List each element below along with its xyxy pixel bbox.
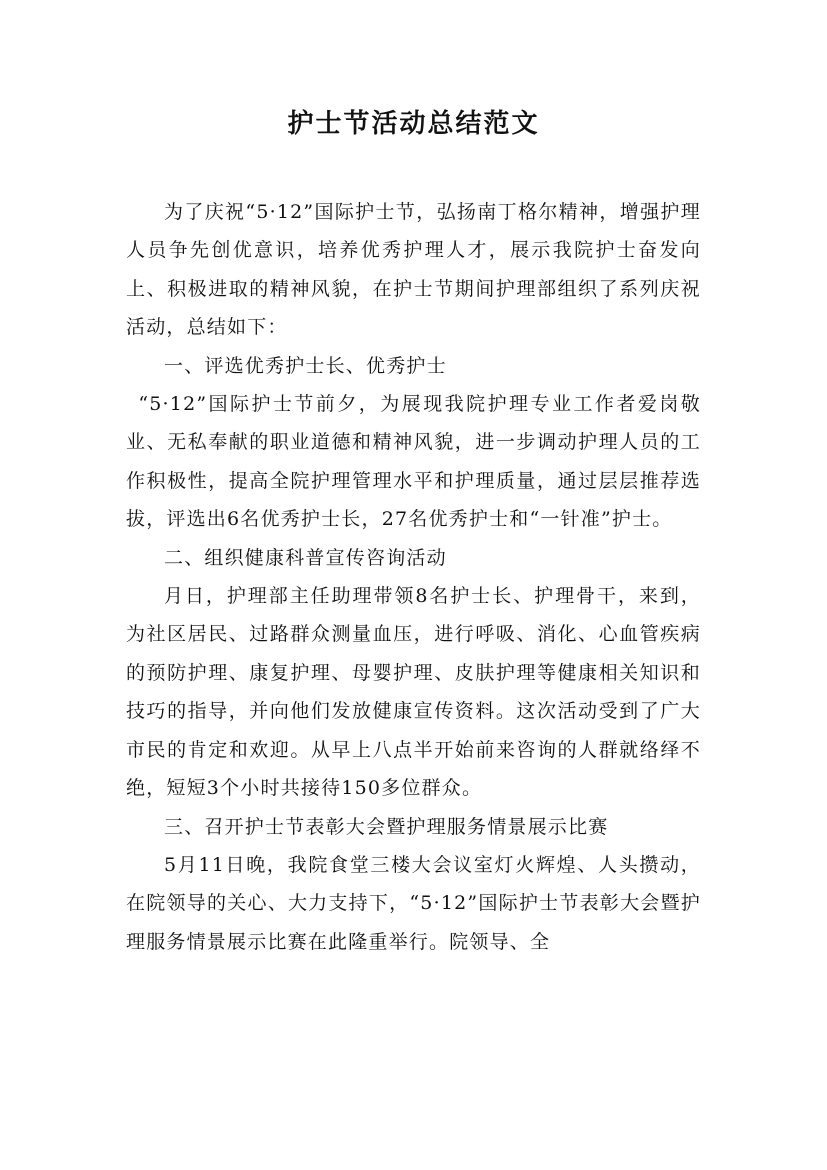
section-2-paragraph: 月日，护理部主任助理带领8名护士长、护理骨干，来到，为社区居民、过路群众测量血压，进行呼吸、消化、心血管疾病的预防护理、康复护理、母婴护理、皮肤护理等健康相关知识和技巧的指导，并向他们发放健康宣传资料。这次活动受到了广大市民的肯定和欢迎。从早上八点半开始前来咨询的人群就络绎不绝，短短3个小时共接待150多位群众。 [126, 585, 701, 800]
section-heading-2: 二、组织健康科普宣传咨询活动 [164, 546, 447, 569]
document-page [126, 0, 701, 1170]
intro-paragraph: 为了庆祝“5·12”国际护士节，弘扬南丁格尔精神，增强护理人员争先创优意识，培养优秀护理人才，展示我院护士奋发向上、积极进取的精神风貌，在护士节期间护理部组织了系列庆祝活动，总结如下： [126, 201, 701, 339]
document-title: 护士节活动总结范文 [287, 109, 540, 139]
section-heading-3: 三、召开护士节表彰大会暨护理服务情景展示比赛 [164, 815, 609, 838]
section-1-paragraph: “5·12”国际护士节前夕，为展现我院护理专业工作者爱岗敬业、无私奉献的职业道德和精神风貌，进一步调动护理人员的工作积极性，提高全院护理管理水平和护理质量，通过层层推荐选拔，评选出6名优秀护士长，27名优秀护士和“一针准”护士。 [126, 393, 701, 531]
document-body [126, 193, 701, 961]
section-3-paragraph: 5月11日晚，我院食堂三楼大会议室灯火辉煌、人头攒动，在院领导的关心、大力支持下，“5·12”国际护士节表彰大会暨护理服务情景展示比赛在此隆重举行。院领导、全 [126, 853, 701, 953]
section-heading-1: 一、评选优秀护士长、优秀护士 [164, 354, 447, 377]
